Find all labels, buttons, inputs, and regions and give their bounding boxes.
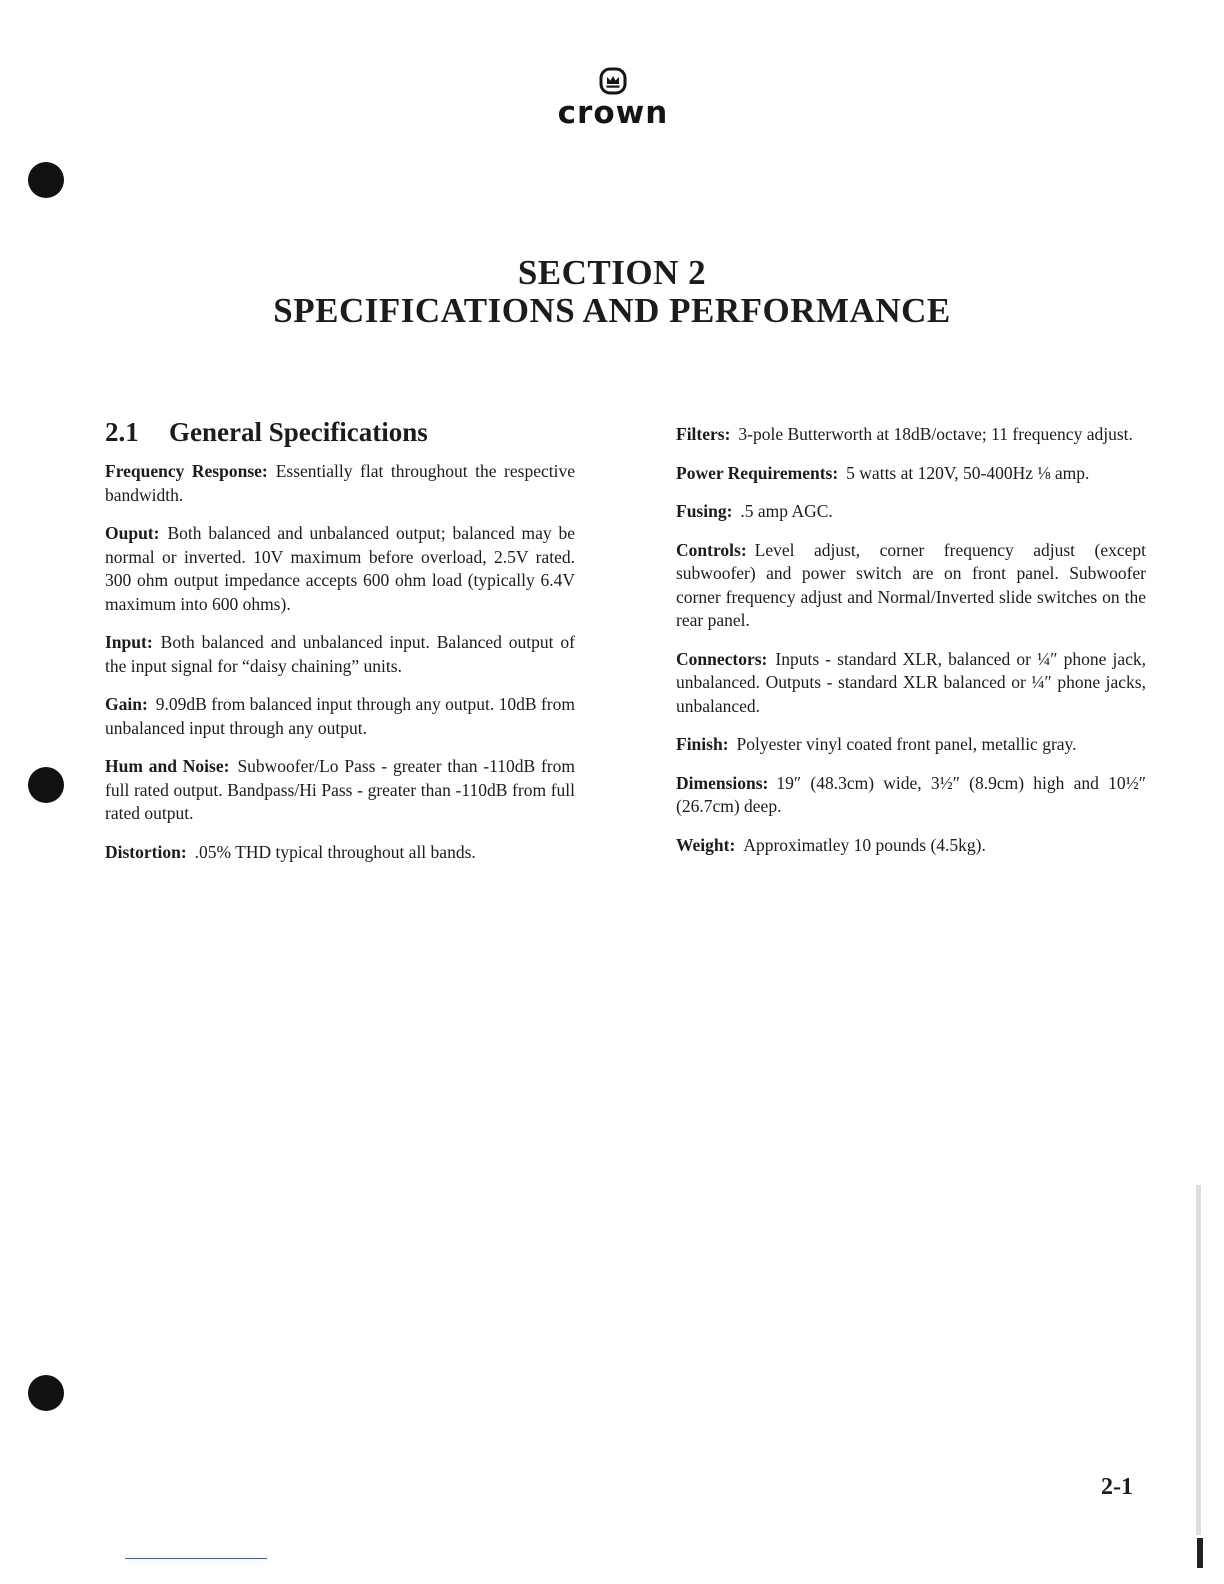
logo-wordmark: crown xyxy=(557,95,669,131)
spec-text: Subwoofer/Lo Pass - greater than -110dB from full rated output. Bandpass/Hi Pass - greater than -110dB from full rated output. xyxy=(105,756,575,823)
subsection-title: General Specifications xyxy=(169,417,428,447)
brand-logo xyxy=(548,66,678,131)
spec-text: Inputs - standard XLR, balanced or ¼″ phone jack, unbalanced. Outputs - standard XLR balanced or ¼″ phone jacks, unbalanced. xyxy=(676,648,1146,716)
spec-label: Gain: xyxy=(105,694,148,714)
spec-finish xyxy=(676,733,1146,757)
spec-label: Filters: xyxy=(676,424,731,444)
subsection-number: 2.1 xyxy=(105,417,139,447)
spec-text: 9.09dB from balanced input through any output. 10dB from unbalanced input through any output. xyxy=(105,694,575,738)
spec-output xyxy=(105,522,575,616)
spec-filters xyxy=(676,423,1146,447)
crown-logo-icon xyxy=(598,66,628,96)
spec-label: Controls: xyxy=(676,539,747,560)
spec-text: Both balanced and unbalanced input. Balanced output of the input signal for “daisy chaining” units. xyxy=(105,632,575,676)
spec-label: Frequency Response: xyxy=(105,461,268,481)
spec-hum-and-noise xyxy=(105,755,575,826)
spec-label: Connectors: xyxy=(676,648,768,669)
spec-label: Fusing: xyxy=(676,501,733,521)
scan-edge-mark xyxy=(1197,1538,1203,1568)
subsection-heading xyxy=(105,416,575,448)
spec-weight xyxy=(676,834,1146,858)
section-name: SPECIFICATIONS AND PERFORMANCE xyxy=(273,291,951,330)
spec-text: Essentially flat throughout the respective bandwidth. xyxy=(105,461,575,505)
spec-text: Both balanced and unbalanced output; balanced may be normal or inverted. 10V maximum before overload, 2.5V rated. 300 ohm output impedance accepts 600 ohm load (typically 6.4V maximum into 600 ohms). xyxy=(105,523,575,614)
spec-power-requirements xyxy=(676,462,1146,486)
spec-label: Hum and Noise: xyxy=(105,756,230,776)
spec-gain xyxy=(105,693,575,740)
spec-label: Finish: xyxy=(676,734,729,754)
spec-dimensions xyxy=(676,772,1146,819)
spec-connectors xyxy=(676,648,1146,719)
spec-label: Input: xyxy=(105,632,153,652)
spec-label: Distortion: xyxy=(105,841,187,862)
spec-label: Weight: xyxy=(676,834,736,855)
spec-label: Dimensions: xyxy=(676,772,769,793)
spec-text: 3-pole Butterworth at 18dB/octave; 11 frequency adjust. xyxy=(738,424,1133,444)
spec-label: Power Requirements: xyxy=(676,462,839,483)
section-number: SECTION 2 xyxy=(517,253,707,292)
spec-label: Ouput: xyxy=(105,523,160,543)
spec-distortion xyxy=(105,841,575,865)
punch-hole-middle xyxy=(28,767,64,803)
spec-text: .5 amp AGC. xyxy=(740,501,833,521)
spec-text: Polyester vinyl coated front panel, metallic gray. xyxy=(736,734,1077,754)
spec-text: 5 watts at 120V, 50-400Hz ⅛ amp. xyxy=(846,462,1090,483)
spec-controls xyxy=(676,539,1146,633)
right-column xyxy=(676,423,1146,872)
scan-edge-shadow xyxy=(1196,1185,1201,1535)
scan-artifact-line xyxy=(125,1558,267,1559)
spec-text: Approximatley 10 pounds (4.5kg). xyxy=(743,834,986,855)
spec-frequency-response xyxy=(105,460,575,507)
spec-text: Level adjust, corner frequency adjust (except subwoofer) and power switch are on front panel. Subwoofer corner frequency adjust and Normal/Inverted slide switches on the rear panel. xyxy=(676,539,1146,630)
punch-hole-top xyxy=(28,162,64,198)
left-column xyxy=(105,416,575,879)
punch-hole-bottom xyxy=(28,1375,64,1411)
spec-text: 19″ (48.3cm) wide, 3½″ (8.9cm) high and 10½″ (26.7cm) deep. xyxy=(676,772,1146,816)
page-number: 2-1 xyxy=(1101,1474,1133,1500)
spec-input xyxy=(105,631,575,678)
spec-fusing xyxy=(676,500,1146,524)
section-title xyxy=(0,254,1224,330)
spec-text: .05% THD typical throughout all bands. xyxy=(194,841,476,862)
